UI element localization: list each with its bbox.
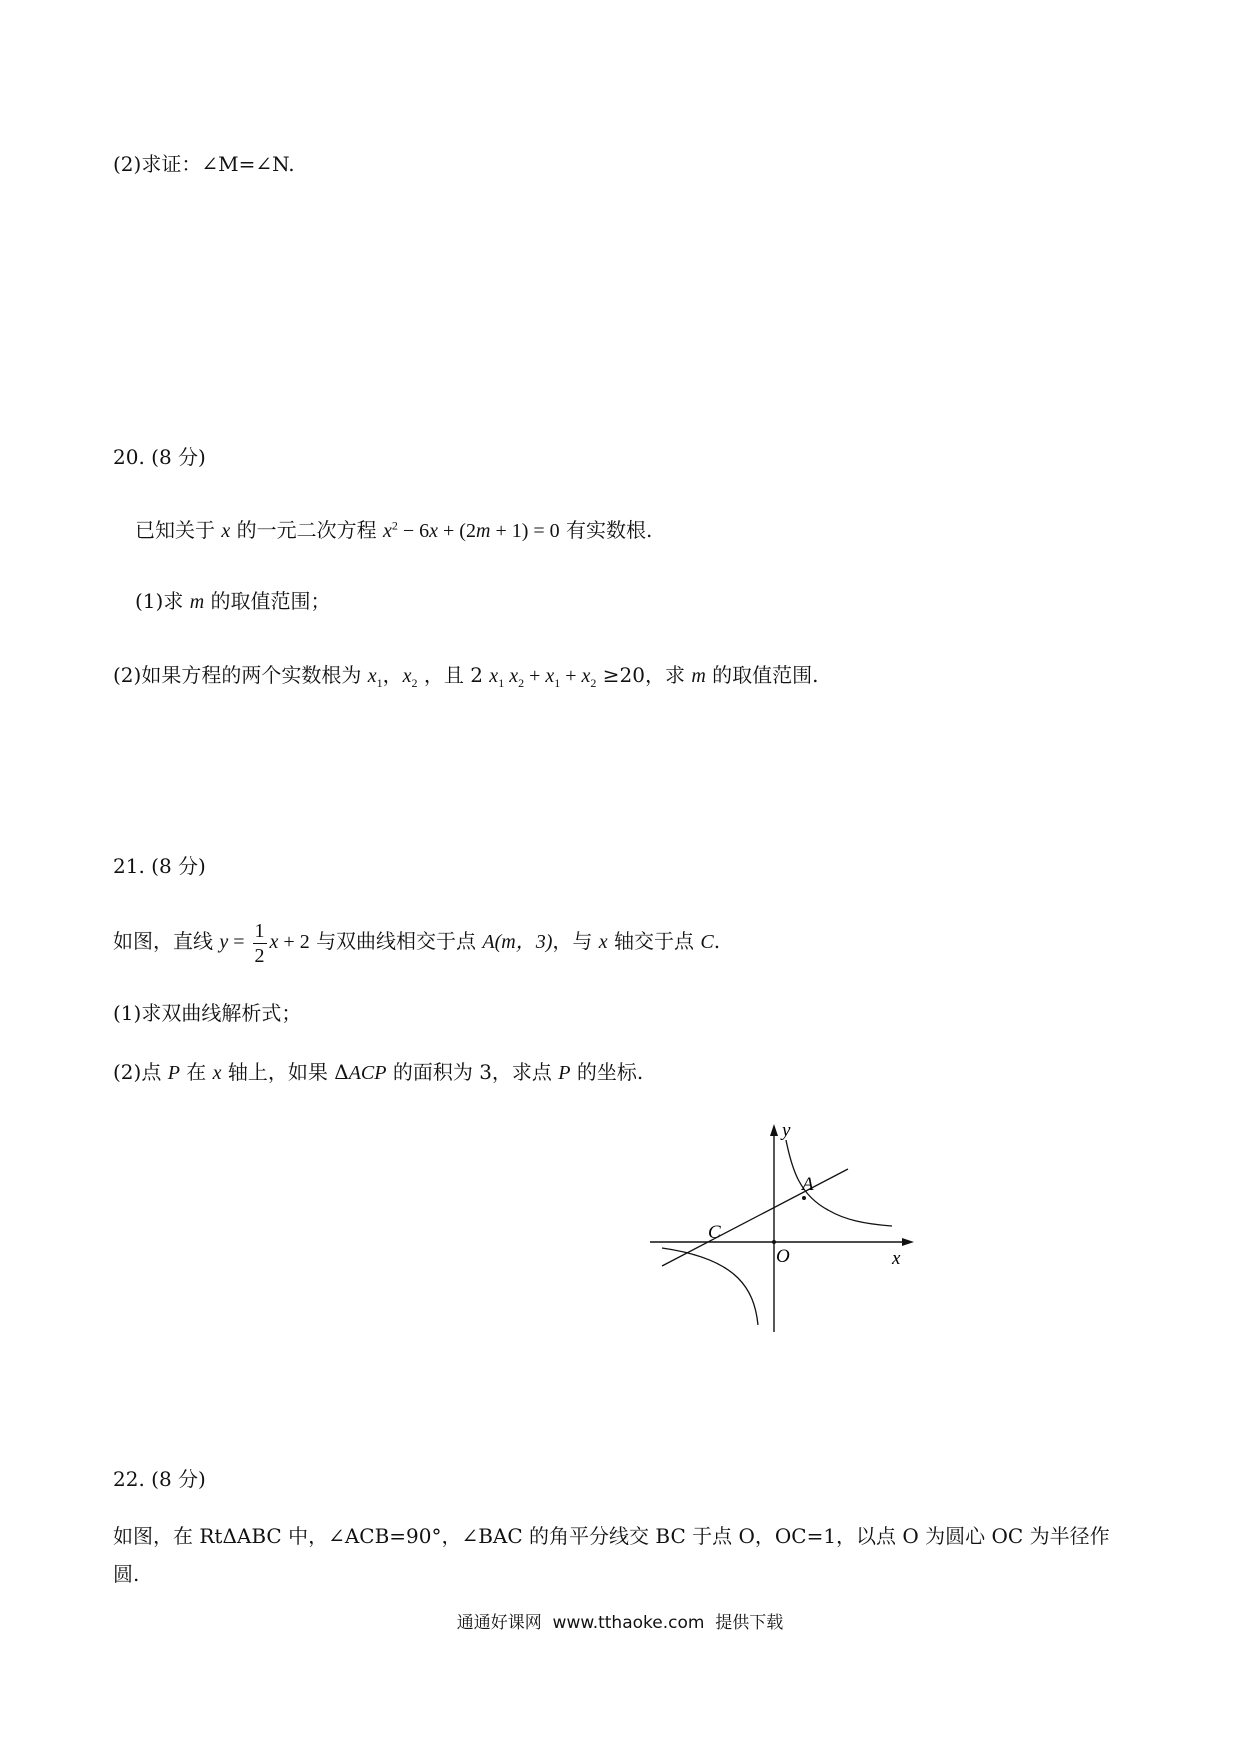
q21-part2: (2)点 P 在 x 轴上，如果 ΔACP 的面积为 3，求点 P 的坐标.	[113, 1060, 644, 1084]
q21-part1: (1)求双曲线解析式；	[113, 1001, 302, 1025]
q21-intro: 如图，直线 y = $\frac{1}{2}$ x + 2 与双曲线相交于点 A(m，3)，与 x 轴交于点 C.	[113, 919, 721, 967]
q20-part1: (1)求 m 的取值范围；	[135, 589, 331, 613]
q20-intro: 已知关于 x 的一元二次方程 $x^2 - 6x + (2m + 1) = 0$ 有实数根.	[135, 518, 653, 542]
y-axis-label: y	[782, 1120, 791, 1141]
q20-part2: (2)如果方程的两个实数根为 $x_1$，$x_2$ ，且 2 $x_1$ $x_2 + x_1 + x_2 \ge 20$，求 m 的取值范围.	[113, 663, 819, 690]
point-a	[802, 1196, 806, 1200]
q22-line2: 圆.	[113, 1562, 140, 1586]
x-axis-label: x	[892, 1248, 901, 1269]
y-axis-arrow	[770, 1124, 778, 1136]
q22-line1: 如图，在 RtΔABC 中，∠ACB=90°，∠BAC 的角平分线交 BC 于点 O，OC=1，以点 O 为圆心 OC 为半径作	[113, 1524, 1110, 1548]
q19-part2: (2)求证：∠M=∠N.	[113, 152, 295, 176]
page-footer: 通通好课网 www.tthaoke.com 提供下载	[456, 1613, 784, 1633]
q21-graph	[640, 1120, 930, 1340]
hyperbola-branch-2	[662, 1248, 758, 1325]
q21-line-equation: y = $\frac{1}{2}$ x + 2	[219, 919, 310, 967]
q20-header: 20. (8 分)	[113, 445, 206, 469]
label-o: O	[776, 1246, 790, 1267]
label-a: A	[802, 1174, 814, 1195]
q21-header: 21. (8 分)	[113, 854, 206, 878]
origin-point	[772, 1240, 776, 1244]
q20-equation: $x^2 - 6x + (2m + 1) = 0$	[382, 518, 560, 542]
label-c: C	[708, 1222, 721, 1243]
q22-header: 22. (8 分)	[113, 1467, 206, 1491]
x-axis-arrow	[902, 1238, 914, 1246]
line-graph	[662, 1169, 848, 1266]
